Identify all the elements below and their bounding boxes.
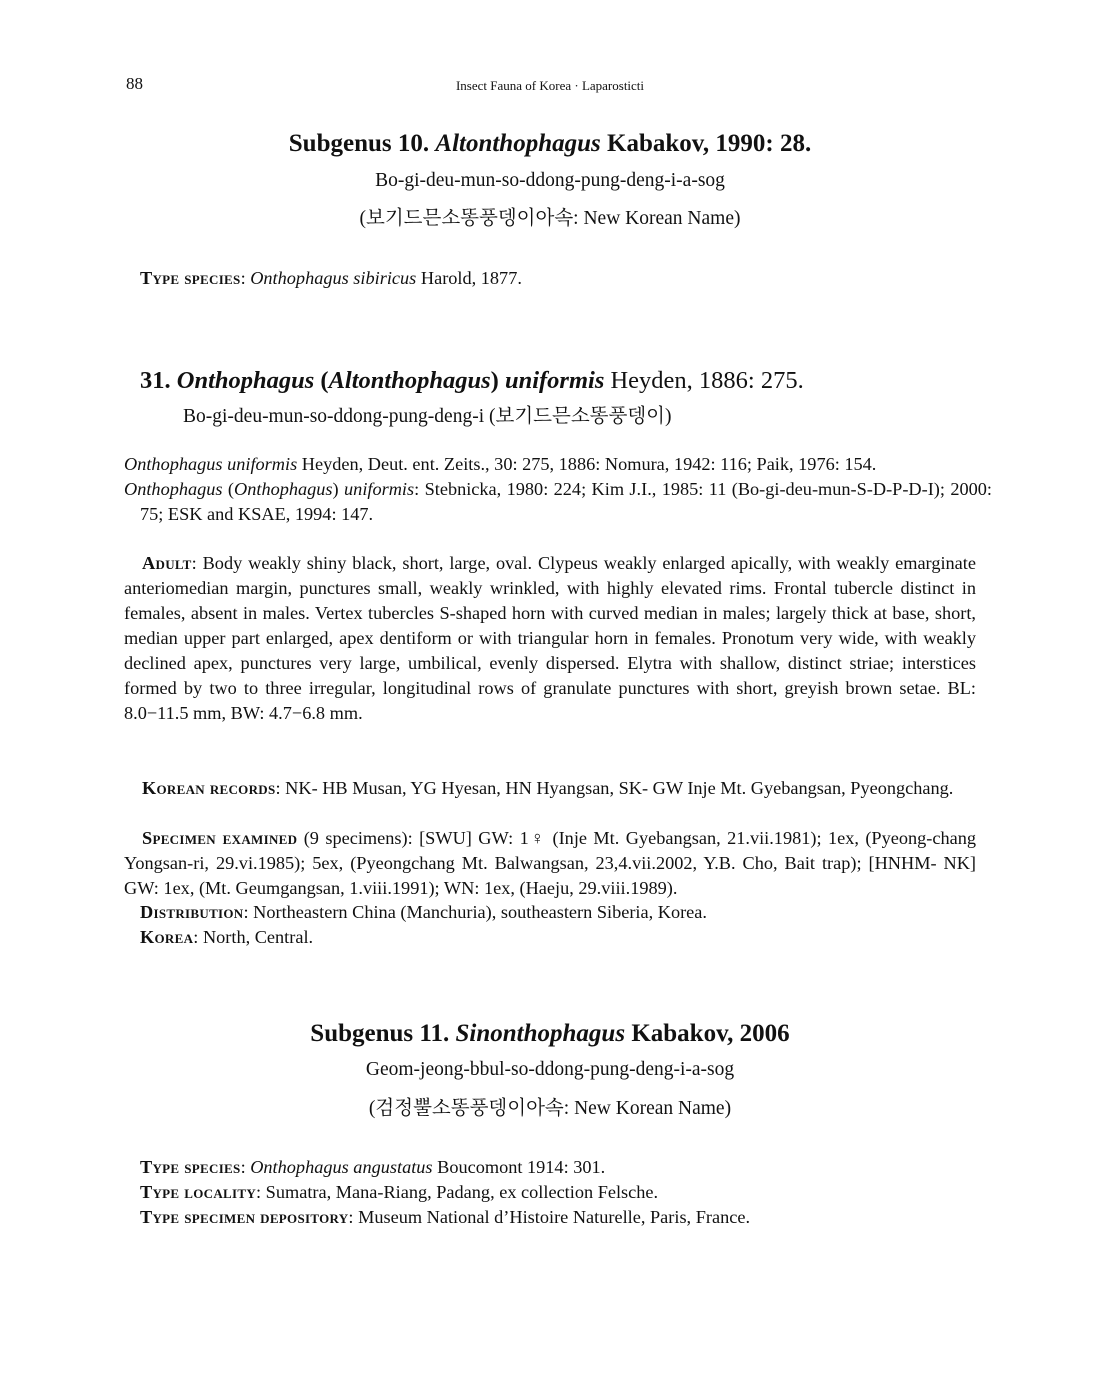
synonymy-2-epithet: uniformis: [344, 479, 415, 499]
type-species-author-11: Boucomont 1914: 301.: [437, 1157, 606, 1177]
korean-records-label: Korean records: [142, 778, 276, 798]
synonymy-1-name: Onthophagus uniformis: [124, 454, 298, 474]
korea-text: North, Central.: [202, 927, 314, 947]
specimen-examined: [124, 826, 976, 901]
specimen-text: (9 specimens): [SWU] GW: 1♀ (Inje Mt. Gyebangsan, 21.vii.1981); 1ex, (Pyeong-chang Yongsan-ri, 29.vi.1985); 5ex, (Pyeongchang Mt. Balwangsan, 23,4.vii.2002, Y.B. Cho, Bait trap); [HNHM- NK] GW: 1ex, (Mt. Geumgangsan, 1.viii.1991); WN: 1ex, (Haeju, 29.viii.1989).: [124, 828, 976, 898]
subgenus-11-heading: [0, 1020, 1100, 1048]
type-species-name-11: Onthophagus angustatus: [250, 1157, 433, 1177]
species-epithet: uniformis: [504, 367, 605, 394]
synonymy-2: Onthophagus (Onthophagus) uniformis: Stebnicka, 1980: 224; Kim J.I., 1985: 11 (Bo-gi-deu-mun-S-D-P-D-I); 2000: 75; ESK and KSAE, 1994: 147.: [124, 479, 992, 524]
subgenus-11-author: Kabakov, 2006: [631, 1020, 790, 1047]
korea-label: Korea: [140, 927, 194, 947]
korean-records-text: NK- HB Musan, YG Hyesan, HN Hyangsan, SK- GW Inje Mt. Gyebangsan, Pyeongchang.: [285, 778, 954, 798]
adult-label: Adult: [142, 553, 192, 573]
subgenus-10-type-species: Type species: Onthophagus sibiricus Harold, 1877.: [140, 268, 522, 288]
species-31-common-name: Bo-gi-deu-mun-so-ddong-pung-deng-i (보기드믄소똥풍뎅이): [183, 406, 672, 427]
synonymy-2-text: : Stebnicka, 1980: 224; Kim J.I., 1985: 11 (Bo-gi-deu-mun-S-D-P-D-I); 2000: 75; ESK and KSAE, 1994: 147.: [140, 479, 992, 524]
synonymy-1: [124, 452, 992, 477]
subgenus-11-name: Sinonthophagus: [455, 1020, 626, 1047]
korea-range: Korea: North, Central.: [140, 927, 314, 947]
species-31-heading: 31. Onthophagus (Altonthophagus) uniformis Heyden, 1886: 275.: [140, 367, 804, 394]
species-subgenus: Altonthophagus: [328, 367, 491, 394]
type-species-author: Harold, 1877.: [420, 268, 522, 288]
adult-description: Adult: Body weakly shiny black, short, large, oval. Clypeus weakly enlarged apically, with weakly emarginate anteriomedian margin, punctures small, weakly wrinkled, with highly elevated rims. Frontal tubercle distinct in females, absent in males. Vertex tubercles S-shaped horn with curved median in males; largely thick at base, short, median upper part enlarged, apex dentiform or with triangular horn in females. Pronotum very wide, with weakly declined apex, punctures very large, umbilical, evenly dispersed. Elytra with shallow, distinct striae; interstices formed by two to three irregular, longitudinal rows of granulate punctures with short, greyish brown setae. BL: 8.0−11.5 mm, BW: 4.7−6.8 mm.: [124, 553, 976, 723]
species-genus: Onthophagus: [176, 367, 315, 394]
subgenus-11-romanized: Geom-jeong-bbul-so-ddong-pung-deng-i-a-sog: [365, 1059, 735, 1080]
distribution-text: Northeastern China (Manchuria), southeastern Siberia, Korea.: [253, 902, 707, 922]
depository-text: Museum National d’Histoire Naturelle, Paris, France.: [358, 1207, 751, 1227]
synonymy-1-text: Heyden, Deut. ent. Zeits., 30: 275, 1886: Nomura, 1942: 116; Paik, 1976: 154.: [301, 454, 877, 474]
subgenus-10-romanized: Bo-gi-deu-mun-so-ddong-pung-deng-i-a-sog: [375, 170, 725, 191]
species-author: Heyden, 1886: 275.: [610, 367, 804, 394]
page-number: 88: [126, 74, 143, 93]
subgenus-11-korean-name: (검정뿔소똥풍뎅이아속: New Korean Name): [368, 1098, 732, 1119]
distribution: Distribution: Northeastern China (Manchuria), southeastern Siberia, Korea.: [140, 902, 707, 922]
type-species-name: Onthophagus sibiricus: [250, 268, 417, 288]
species-number: 31.: [140, 367, 171, 394]
subgenus-10-heading: [0, 130, 1100, 158]
subgenus-11-type-locality: Type locality: Sumatra, Mana-Riang, Padang, ex collection Felsche.: [140, 1182, 659, 1202]
subgenus-10-prefix: Subgenus 10.: [288, 130, 430, 157]
subgenus-11-depository: Type specimen depository: Museum National d’Histoire Naturelle, Paris, France.: [140, 1207, 751, 1227]
synonymy-2-genus: Onthophagus: [124, 479, 223, 499]
distribution-label: Distribution: [140, 902, 244, 922]
subgenus-11-prefix: Subgenus 11.: [310, 1020, 450, 1047]
type-locality-text: Sumatra, Mana-Riang, Padang, ex collection Felsche.: [265, 1182, 659, 1202]
type-species-label-11: Type species: [140, 1157, 241, 1177]
adult-text: Body weakly shiny black, short, large, oval. Clypeus weakly enlarged apically, with weakly emarginate anteriomedian margin, punctures small, weakly wrinkled, with highly elevated rims. Frontal tubercle distinct in females, absent in males. Vertex tubercles S-shaped horn with curved median in males; largely thick at base, short, median upper part enlarged, apex dentiform or with triangular horn in females. Pronotum very wide, with weakly declined apex, punctures very large, umbilical, evenly dispersed. Elytra with shallow, distinct striae; interstices formed by two to three irregular, longitudinal rows of granulate punctures with short, greyish brown setae. BL: 8.0−11.5 mm, BW: 4.7−6.8 mm.: [124, 553, 976, 723]
subgenus-10-author: Kabakov, 1990: 28.: [607, 130, 812, 157]
subgenus-10-name: Altonthophagus: [435, 130, 601, 157]
specimen-label: Specimen examined: [142, 828, 298, 848]
subgenus-10-korean-name: (보기드믄소똥풍뎅이아속: New Korean Name): [359, 208, 741, 229]
depository-label: Type specimen depository: [140, 1207, 349, 1227]
type-locality-label: Type locality: [140, 1182, 257, 1202]
subgenus-11-type-species: Type species: Onthophagus angustatus Boucomont 1914: 301.: [140, 1157, 606, 1177]
running-title: Insect Fauna of Korea · Laparosticti: [455, 78, 645, 93]
synonymy-2-subgenus: Onthophagus: [234, 479, 333, 499]
korean-records: Korean records: NK- HB Musan, YG Hyesan, HN Hyangsan, SK- GW Inje Mt. Gyebangsan, Pyeongchang.: [142, 778, 954, 798]
type-species-label: Type species: [140, 268, 241, 288]
